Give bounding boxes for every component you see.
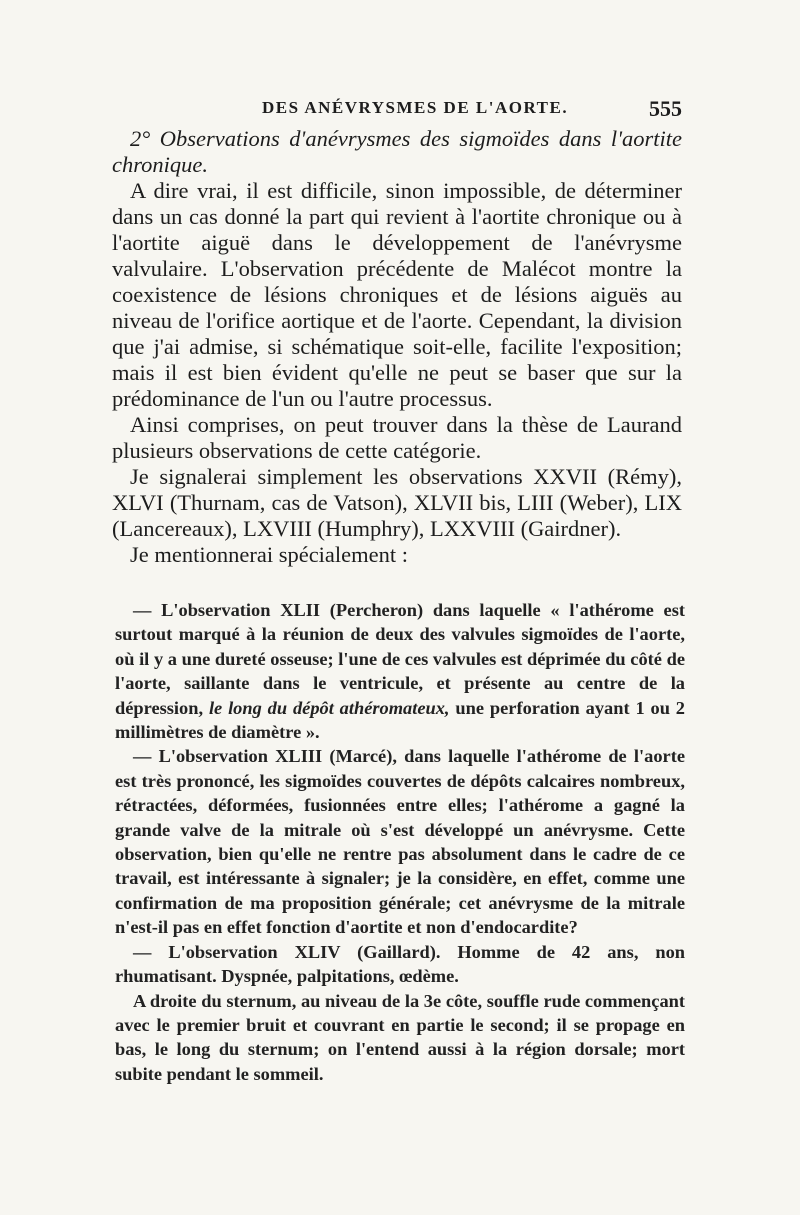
observation-text: — L'observation XLII (Percheron) dans laquelle « l'athérome est surtout marqué à la réunion de deux des valvules sigmoïdes de l'aorte, où il y a une dureté osseuse; l'une de ces valvules est déprimée du côté de l'aorte, saillante dans le ventricule, et présente au centre de la dépression, xyxy=(115,600,685,718)
page-number: 555 xyxy=(649,96,682,121)
paragraph: Ainsi comprises, on peut trouver dans la thèse de Laurand plusieurs observations de cette catégorie. xyxy=(112,412,682,463)
running-title: DES ANÉVRYSMES DE L'AORTE. xyxy=(262,98,569,117)
page-header xyxy=(112,96,682,126)
observation-text: une perforation ayant 1 ou 2 millimètres de diamètre ». xyxy=(115,697,685,743)
paragraph: Je signalerai simplement les observations XXVII (Rémy), XLVI (Thurnam, cas de Vatson), XLVII bis, LIII (Weber), LIX (Lancereaux), LXVIII (Humphry), LXXVIII (Gairdner). xyxy=(112,464,682,541)
observation-emphasis: le long du dépôt athéromateux, xyxy=(208,697,450,718)
observation-xliv: — L'observation XLIV (Gaillard). Homme de 42 ans, non rhumatisant. Dyspnée, palpitations, œdème. xyxy=(115,941,685,987)
observation-xliv-detail: A droite du sternum, au niveau de la 3e côte, souffle rude commençant avec le premier bruit et couvrant en partie le second; il se propage en bas, le long du sternum; on l'entend aussi à la région dorsale; mort subite pendant le sommeil. xyxy=(115,990,685,1084)
observations-block xyxy=(115,598,685,1086)
observation-xlii xyxy=(115,598,685,744)
paragraph: Je mentionnerai spécialement : xyxy=(130,542,409,567)
observation-xliii: — L'observation XLIII (Marcé), dans laquelle l'athérome de l'aorte est très prononcé, les sigmoïdes couvertes de dépôts calcaires nombreux, rétractées, déformées, fusionnées entre elles; l'athérome a gagné la grande valve de la mitrale où s'est développé un anévrysme. Cette observation, bien qu'elle ne rentre pas absolument dans le cadre de ce travail, est intéressante à signaler; je la considère, en effet, comme une confirmation de ma proposition générale; cet anévrysme de la mitrale n'est-il pas en effet fonction d'aortite et non d'endocardite? xyxy=(115,746,685,938)
paragraph: A dire vrai, il est difficile, sinon impossible, de déterminer dans un cas donné la part qui revient à l'aortite chronique ou à l'aortite aiguë dans le développement de l'anévrysme valvulaire. L'observation précédente de Malécot montre la coexistence de lésions chroniques et de lésions aiguës au niveau de l'orifice aortique et de l'aorte. Cependant, la division que j'ai admise, si schématique soit-elle, facilite l'exposition; mais il est bien évident qu'elle ne peut se baser que sur la prédominance de l'un ou l'autre processus. xyxy=(112,178,682,411)
section-title: 2° Observations d'anévrysmes des sigmoïdes dans l'aortite chronique. xyxy=(112,126,682,177)
main-text xyxy=(112,126,682,568)
